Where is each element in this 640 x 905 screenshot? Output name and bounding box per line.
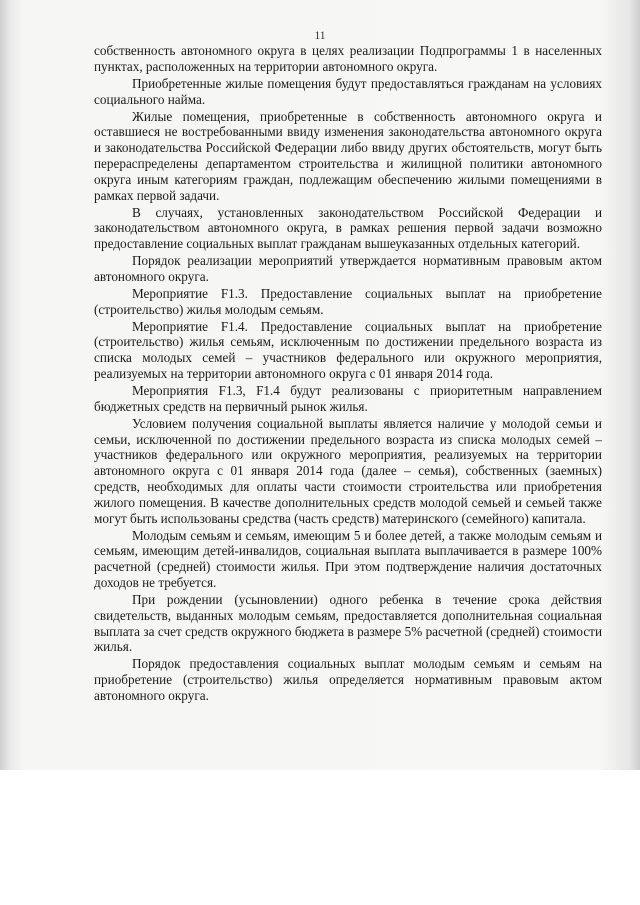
paragraph: Порядок реализации мероприятий утверждается нормативным правовым актом автономного округа. bbox=[94, 253, 602, 284]
paragraph: Порядок предоставления социальных выплат молодым семьям и семьям на приобретение (строительство) жилья определяется нормативным правовым актом автономного округа. bbox=[94, 656, 602, 703]
paragraph: собственность автономного округа в целях реализации Подпрограммы 1 в населенных пунктах, расположенных на территории автономного округа. bbox=[94, 43, 602, 74]
page-number: 11 bbox=[314, 30, 326, 42]
paragraph: При рождении (усыновлении) одного ребенка в течение срока действия свидетельств, выданных молодым семьям, предоставляется дополнительная социальная выплата за счет средств окружного бюджета в размере 5% расчетной (средней) стоимости жилья. bbox=[94, 591, 602, 655]
paragraph: Жилые помещения, приобретенные в собственность автономного округа и оставшиеся не востребованными ввиду изменения законодательства автономного округа и законодательства Российской Федерации либо ввиду других обстоятельств, могут быть перераспределены департаментом строительства и жилищной политики автономного округа иным категориям граждан, подлежащим обеспечению жилыми помещениями в рамках первой задачи. bbox=[94, 108, 602, 203]
paragraph: Мероприятия F1.3, F1.4 будут реализованы с приоритетным направлением бюджетных средств на первичный рынок жилья. bbox=[94, 383, 602, 414]
paragraph: Приобретенные жилые помещения будут предоставляться гражданам на условиях социального найма. bbox=[94, 75, 602, 107]
paragraph: Условием получения социальной выплаты является наличие у молодой семьи и семьи, исключенной по достижении предельного возраста из списка молодых семей – участников федерального или окружного мероприятия, реализуемых на территории автономного округа с 01 января 2014 года (далее – семья), собственных (заемных) средств, необходимых для оплаты части стоимости строительства или приобретения жилого помещения. В качестве дополнительных средств молодой семьей и семьей также могут быть использованы средства (часть средств) материнского (семейного) капитала. bbox=[94, 415, 602, 526]
paragraph: Молодым семьям и семьям, имеющим 5 и более детей, а также молодым семьям и семьям, имеющим детей-инвалидов, социальная выплата выплачивается в размере 100% расчетной (средней) стоимости жилья. При этом подтверждение наличия достаточных доходов не требуется. bbox=[94, 527, 602, 590]
paragraph: Мероприятие F1.3. Предоставление социальных выплат на приобретение (строительство) жилья молодым семьям. bbox=[94, 285, 602, 317]
paragraph: В случаях, установленных законодательством Российской Федерации и законодательством автономного округа, в рамках решения первой задачи возможно предоставление социальных выплат гражданам вышеуказанных отдельных категорий. bbox=[94, 204, 602, 252]
paragraph: Мероприятие F1.4. Предоставление социальных выплат на приобретение (строительство) жилья семьям, исключенным по достижении предельного возраста из списка молодых семей – участников федерального или окружного мероприятия, реализуемых на территории автономного округа с 01 января 2014 года. bbox=[94, 318, 602, 382]
body-text bbox=[94, 43, 602, 705]
